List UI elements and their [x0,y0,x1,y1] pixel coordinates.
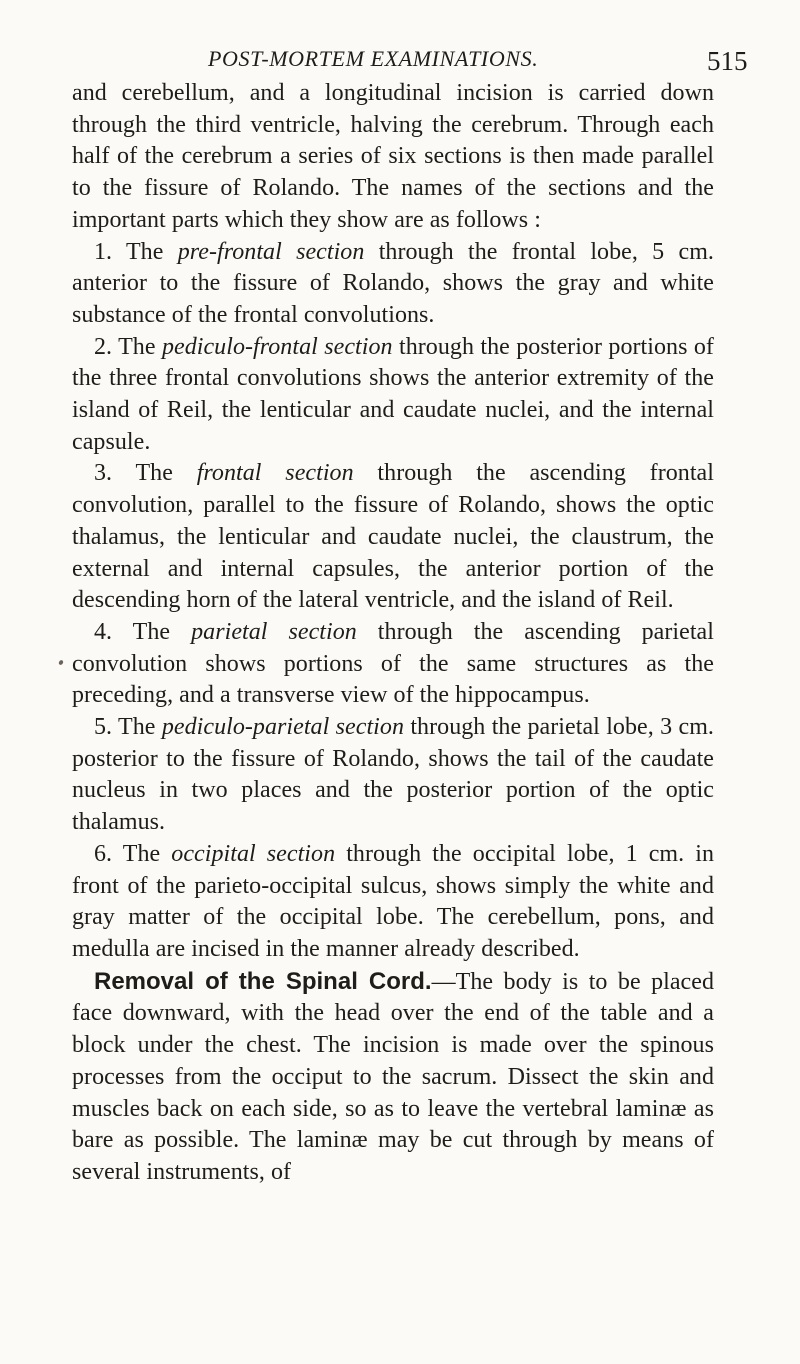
spinal-cord-paragraph [72,966,714,1189]
section-text: through the posterior portions of the three frontal convolutions shows the anterior extremity of the island of Reil, the lenticular and caudate nuclei, and the internal capsule. [72,333,714,455]
section-article: The [118,714,156,741]
section-text: through the occipital lobe, 1 cm. in front of the parieto-occipital sulcus, shows simply the white and gray matter of the occipital lobe. The cerebellum, pons, and medulla are incised in the manner already described. [72,840,715,962]
page-body [72,78,714,1189]
section-number: 1. [94,238,113,265]
section-item-4 [72,617,714,712]
section-name: pre-frontal section [177,238,365,265]
page-number: 515 [707,46,748,76]
section-item-2 [72,332,714,459]
section-article: The [122,840,161,867]
section-number: 3. [94,460,113,487]
section-name: parietal section [191,618,357,645]
ink-speck [58,659,64,665]
section-text: through the ascending frontal convolution, parallel to the fissure of Rolando, shows the optic thalamus, the lenticular and caudate nuclei, the claustrum, the external and internal capsules, the anterior portion of the descending horn of the lateral ventricle, and the island of Reil. [72,460,714,614]
section-item-3 [72,458,714,617]
section-article: The [118,333,156,360]
section-article: The [135,460,173,487]
section-article: The [125,238,164,265]
section-item-1 [72,237,714,332]
section-name: pediculo-frontal section [161,333,393,360]
spinal-cord-heading: Removal of the Spinal Cord. [94,967,432,995]
section-text: through the frontal lobe, 5 cm. anterior to the fissure of Rolando, shows the gray and white substance of the frontal convolutions. [72,238,714,328]
section-name: frontal section [196,460,354,487]
running-head: POST-MORTEM EXAMINATIONS. [208,46,539,71]
section-number: 2. [94,333,113,360]
section-item-5 [72,712,714,839]
section-article: The [132,618,171,645]
section-name: occipital section [171,840,336,867]
section-item-6 [72,839,714,966]
spinal-cord-text: —The body is to be placed face downward, with the head over the end of the table and a block under the chest. The incision is made over the spinous processes from the occiput to the sacrum. Dissect the skin and muscles back on each side, so as to leave the vertebral laminæ as bare as possible. The laminæ may be cut through by means of several instruments, of [72,968,715,1185]
section-name: pediculo-parietal section [161,714,404,741]
section-number: 6. [94,840,113,867]
section-number: 5. [94,714,113,741]
intro-paragraph: and cerebellum, and a longitudinal incision is carried down through the third ventricle, halving the cerebrum. Through each half of the cerebrum a series of six sections is then made parallel to the fissure of Rolando. The names of the sections and the important parts which they show are as follows : [72,80,714,233]
section-text: through the ascending parietal convolution shows portions of the same structures as the preceding, and a transverse view of the hippocampus. [72,618,714,709]
section-number: 4. [94,618,113,645]
section-text: through the parietal lobe, 3 cm. posterior to the fissure of Rolando, shows the tail of the caudate nucleus in two places and the posterior portion of the optic thalamus. [72,714,714,836]
